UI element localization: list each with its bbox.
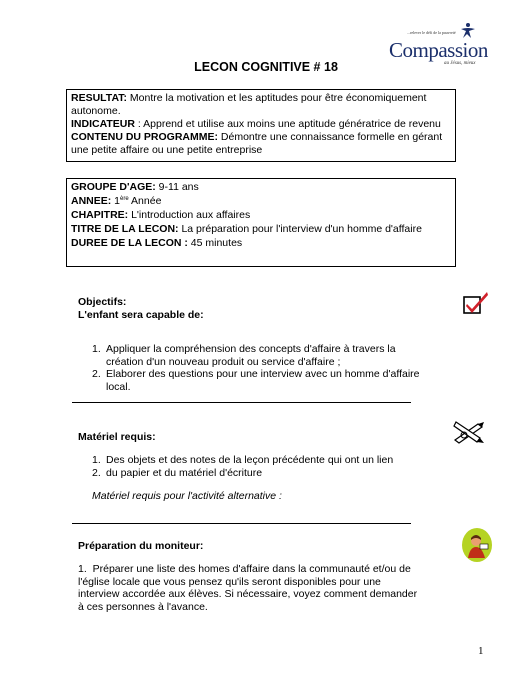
groupe-line: [71, 181, 451, 194]
titre-line: [71, 223, 451, 236]
logo-small-text: ...relever le défi de la pauvreté: [407, 30, 456, 35]
logo-tagline: au Jésus, mieux: [444, 61, 476, 66]
annee-num: 1: [111, 195, 121, 207]
chapitre-label: CHAPITRE:: [71, 209, 129, 221]
list-item: 1. Des objets et des notes de la leçon précédente qui ont un lien: [92, 454, 394, 466]
preparation-list: [78, 563, 423, 613]
objectifs-heading: [78, 296, 204, 322]
objectifs-subtitle: L'enfant sera capable de:: [78, 309, 204, 321]
materiel-heading: Matériel requis:: [78, 431, 156, 443]
groupe-label: GROUPE D'AGE:: [71, 181, 156, 193]
list-item: 1. Appliquer la compréhension des concepts d'affaire à travers la création d'un nouveau produit ou service d'affaire ;: [92, 343, 396, 368]
preparation-heading: Préparation du moniteur:: [78, 540, 204, 552]
page-title: LECON COGNITIVE # 18: [194, 60, 338, 74]
materiel-alt: Matériel requis pour l'activité alternative :: [92, 490, 282, 502]
titre-label: TITRE DE LA LECON:: [71, 223, 179, 235]
chapitre-text: L'introduction aux affaires: [128, 209, 251, 221]
contenu-line: [71, 131, 451, 157]
resultat-label: RESULTAT:: [71, 92, 127, 104]
lesson-info-box: [66, 178, 456, 267]
duree-label: DUREE DE LA LECON :: [71, 237, 188, 249]
annee-sup: ère: [120, 196, 129, 202]
teacher-icon: [460, 526, 494, 564]
indicateur-label: INDICATEUR: [71, 118, 135, 130]
section-divider: [72, 402, 411, 403]
pencil-crossed-icon: [452, 418, 486, 444]
resultat-text: Montre la motivation et les aptitudes pour être économiquement autonome.: [71, 92, 427, 117]
page-number: 1: [478, 645, 484, 657]
annee-text: Année: [128, 195, 162, 207]
list-item: 2. du papier et du matériel d'écriture: [92, 466, 263, 479]
list-item: 1. Préparer une liste des homes d'affaire dans la communauté et/ou de l'église locale que vous pensez qu'ils seront disponibles pour une interview accordée aux élèves. Si nécessaire, voyez comment demander à ces personnes à l'avance.: [78, 563, 418, 613]
objectifs-list: [92, 343, 422, 393]
contenu-text: Démontre une connaissance formelle en gérant une petite affaire ou une petite entreprise: [71, 131, 443, 156]
objectifs-title: Objectifs:: [78, 296, 127, 308]
materiel-list: [92, 454, 422, 479]
compassion-logo-icon: [459, 22, 477, 40]
annee-line: [71, 195, 451, 208]
annee-label: ANNEE:: [71, 195, 112, 207]
contenu-label: CONTENU DU PROGRAMME:: [71, 131, 218, 143]
groupe-text: 9-11 ans: [155, 181, 199, 193]
chapitre-line: [71, 209, 451, 222]
section-divider: [72, 523, 411, 524]
resultat-line: [71, 92, 451, 118]
outcome-box: [66, 89, 456, 162]
titre-text: La préparation pour l'interview d'un homme d'affaire: [178, 223, 422, 235]
indicateur-text: : Apprend et utilise aux moins une aptitude génératrice de revenu: [134, 118, 441, 130]
indicateur-line: [71, 118, 451, 131]
checkbox-check-icon: [462, 291, 490, 315]
list-item: 2. Elaborer des questions pour une interview avec un homme d'affaire local.: [92, 368, 420, 393]
duree-line: [71, 237, 451, 250]
duree-text: 45 minutes: [187, 237, 243, 249]
logo-main-text: Compassion: [389, 38, 488, 62]
